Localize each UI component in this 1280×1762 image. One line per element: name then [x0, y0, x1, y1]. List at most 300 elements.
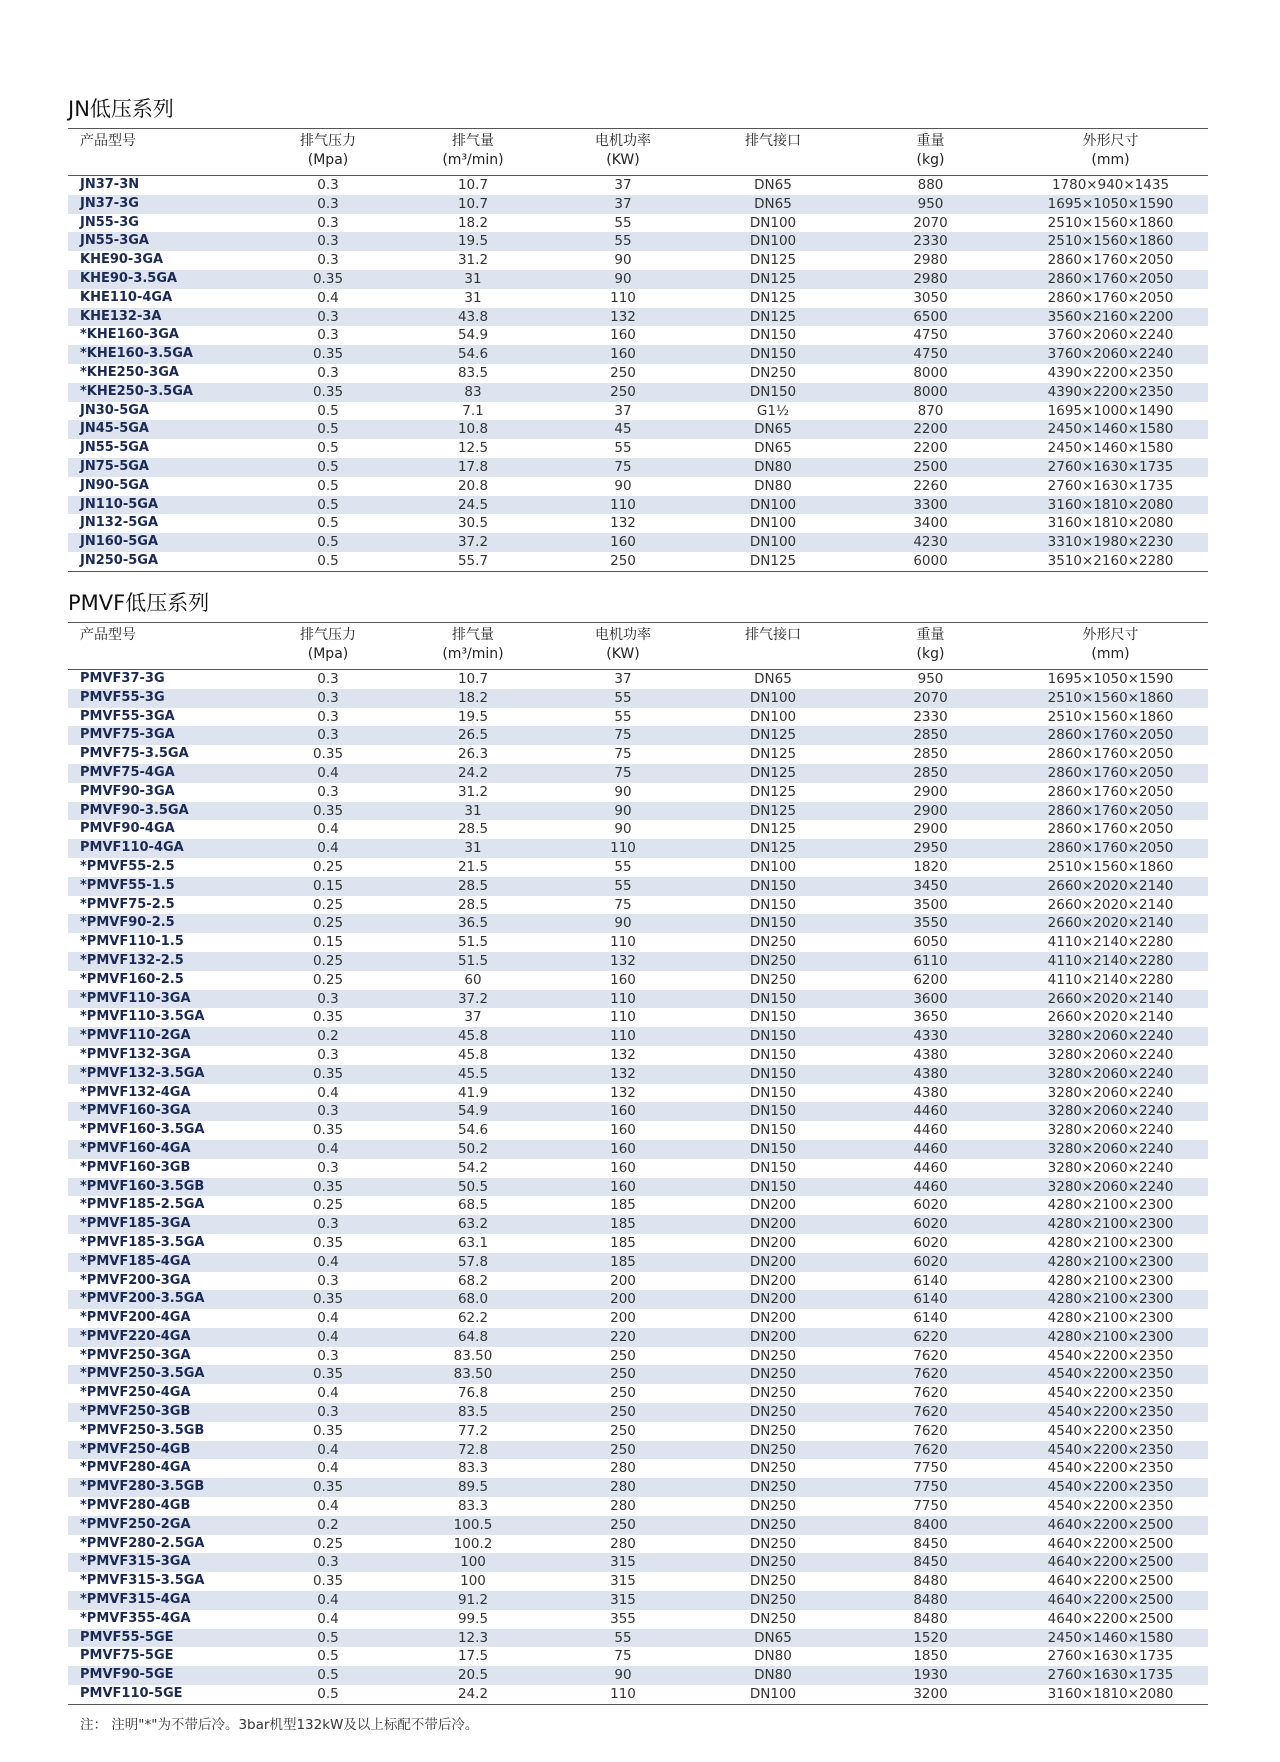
table-row — [68, 858, 1208, 877]
cell-weight: 6020 — [848, 1253, 1013, 1272]
cell-capacity: 54.9 — [457, 327, 489, 344]
cell-capacity: 60 — [464, 971, 482, 988]
cell-capacity: 37.2 — [398, 990, 548, 1009]
cell-capacity: 50.5 — [398, 1178, 548, 1197]
cell-capacity: 68.0 — [398, 1290, 548, 1309]
cell-power: 110 — [610, 1009, 636, 1026]
cell-weight: 4460 — [848, 1178, 1013, 1197]
cell-capacity: 18.2 — [398, 689, 548, 708]
cell-capacity: 55.7 — [457, 552, 489, 569]
cell-outlet: DN250 — [698, 1403, 848, 1422]
cell-dimensions: 2660×2020×2140 — [1013, 877, 1208, 896]
cell-power: 250 — [548, 1441, 698, 1460]
pmvf-spec-table — [68, 623, 1208, 1704]
cell-dimensions: 4540×2200×2350 — [1047, 1347, 1174, 1364]
cell-outlet: DN250 — [698, 1591, 848, 1610]
cell-dimensions: 1695×1000×1490 — [1047, 402, 1174, 419]
cell-model: PMVF75-5GE — [80, 1648, 174, 1664]
cell-capacity: 100.5 — [398, 1516, 548, 1535]
cell-weight: 4750 — [848, 345, 1013, 364]
table-row — [68, 877, 1208, 896]
cell-pressure: 0.4 — [317, 821, 339, 838]
column-header-model — [68, 129, 258, 176]
column-header-unit: (Mpa) — [307, 152, 349, 168]
cell-power: 110 — [548, 990, 698, 1009]
cell-outlet: DN65 — [698, 1629, 848, 1648]
cell-pressure: 0.5 — [317, 1686, 339, 1703]
jn-spec-table — [68, 129, 1208, 571]
cell-model: *PMVF250-4GB — [68, 1441, 258, 1460]
cell-outlet: DN125 — [698, 270, 848, 289]
cell-model: *PMVF110-3.5GA — [80, 1009, 205, 1025]
table-row — [68, 1666, 1208, 1685]
cell-model: *PMVF90-2.5 — [68, 914, 258, 933]
cell-power: 37 — [614, 177, 632, 193]
table-row — [68, 670, 1208, 689]
cell-dimensions: 4390×2200×2350 — [1013, 383, 1208, 402]
cell-pressure: 0.3 — [258, 1403, 398, 1422]
cell-weight: 8450 — [913, 1535, 948, 1552]
cell-pressure: 0.3 — [317, 1046, 339, 1063]
cell-capacity: 100 — [460, 1573, 486, 1590]
cell-capacity: 68.2 — [457, 1272, 489, 1289]
cell-power: 200 — [610, 1310, 636, 1327]
cell-pressure: 0.4 — [317, 1084, 339, 1101]
cell-outlet: DN80 — [754, 477, 792, 494]
cell-model: *PMVF55-2.5 — [80, 858, 175, 874]
cell-capacity: 51.5 — [457, 934, 489, 951]
cell-power: 250 — [610, 1347, 636, 1364]
cell-model: JN132-5GA — [80, 515, 159, 531]
cell-dimensions: 2860×1760×2050 — [1013, 839, 1208, 858]
column-header-label: 外形尺寸 — [1082, 133, 1139, 149]
cell-pressure: 0.4 — [317, 1460, 339, 1477]
cell-outlet: DN65 — [754, 671, 792, 687]
cell-pressure: 0.35 — [258, 1365, 398, 1384]
table-row — [68, 1178, 1208, 1197]
cell-outlet: DN150 — [698, 345, 848, 364]
column-header-unit: (m³/min) — [442, 646, 504, 662]
cell-pressure: 0.15 — [312, 934, 344, 951]
cell-dimensions: 2860×1760×2050 — [1013, 270, 1208, 289]
column-header-label: 排气接口 — [745, 133, 801, 149]
cell-pressure: 0.3 — [258, 1102, 398, 1121]
cell-power: 75 — [614, 896, 632, 913]
cell-power: 160 — [548, 345, 698, 364]
cell-power: 110 — [610, 934, 636, 951]
cell-pressure: 0.35 — [258, 1478, 398, 1497]
cell-model: JN37-3G — [68, 195, 258, 214]
cell-power: 110 — [610, 289, 636, 306]
cell-pressure: 0.3 — [317, 1159, 339, 1176]
cell-model: PMVF55-5GE — [68, 1629, 258, 1648]
cell-capacity: 26.5 — [398, 726, 548, 745]
cell-capacity: 20.5 — [398, 1666, 548, 1685]
cell-weight: 7620 — [848, 1365, 1013, 1384]
cell-model: PMVF75-4GA — [68, 764, 258, 783]
cell-pressure: 0.3 — [317, 1272, 339, 1289]
cell-capacity: 30.5 — [457, 515, 489, 532]
cell-power: 90 — [548, 914, 698, 933]
table-row — [68, 176, 1208, 195]
table-row — [68, 820, 1208, 839]
cell-capacity: 54.9 — [398, 1102, 548, 1121]
cell-power: 132 — [610, 1084, 636, 1101]
cell-power: 110 — [610, 1686, 636, 1703]
cell-pressure: 0.4 — [317, 1310, 339, 1327]
cell-weight: 7620 — [848, 1441, 1013, 1460]
cell-outlet: DN150 — [698, 1102, 848, 1121]
cell-weight: 4460 — [848, 1140, 1013, 1159]
cell-model: *KHE250-3GA — [80, 364, 179, 380]
cell-outlet: DN150 — [698, 877, 848, 896]
cell-model: KHE90-3GA — [80, 252, 164, 268]
cell-weight: 6020 — [913, 1197, 948, 1214]
cell-power: 132 — [610, 515, 636, 532]
cell-power: 55 — [548, 877, 698, 896]
cell-model: KHE110-4GA — [80, 289, 173, 305]
cell-outlet: DN100 — [749, 515, 797, 532]
cell-pressure: 0.3 — [258, 232, 398, 251]
table-row — [68, 1403, 1208, 1422]
cell-capacity: 83.50 — [398, 1365, 548, 1384]
cell-outlet: DN125 — [698, 764, 848, 783]
cell-model: *PMVF110-3GA — [68, 990, 258, 1009]
cell-weight: 7620 — [913, 1385, 948, 1402]
cell-model: *KHE250-3.5GA — [68, 383, 258, 402]
cell-model: *PMVF315-3.5GA — [80, 1573, 205, 1589]
cell-capacity: 24.5 — [398, 496, 548, 515]
cell-dimensions: 3280×2060×2240 — [1047, 1046, 1174, 1063]
cell-outlet: DN150 — [749, 327, 797, 344]
cell-model: PMVF37-3G — [80, 671, 165, 686]
table-row — [68, 1234, 1208, 1253]
table-row — [68, 533, 1208, 552]
cell-model: *PMVF250-2GA — [68, 1516, 258, 1535]
cell-outlet: DN250 — [749, 364, 797, 381]
cell-capacity: 31.2 — [457, 783, 489, 800]
cell-weight: 8450 — [848, 1553, 1013, 1572]
cell-power: 160 — [610, 1159, 636, 1176]
cell-pressure: 0.5 — [258, 1629, 398, 1648]
cell-power: 200 — [610, 1272, 636, 1289]
cell-capacity: 83.5 — [398, 1403, 548, 1422]
cell-pressure: 0.5 — [258, 496, 398, 515]
cell-capacity: 68.5 — [457, 1197, 489, 1214]
cell-capacity: 28.5 — [457, 821, 489, 838]
cell-pressure: 0.25 — [312, 858, 344, 875]
cell-pressure: 0.4 — [258, 1140, 398, 1159]
cell-power: 55 — [548, 689, 698, 708]
table-row — [68, 364, 1208, 383]
cell-dimensions: 2860×1760×2050 — [1013, 802, 1208, 821]
cell-outlet: DN150 — [749, 1122, 797, 1139]
cell-pressure: 0.3 — [258, 195, 398, 214]
jn-table-body — [68, 176, 1208, 571]
cell-dimensions: 2510×1560×1860 — [1047, 214, 1174, 231]
cell-model: *PMVF160-2.5 — [80, 971, 184, 987]
cell-outlet: DN250 — [749, 1347, 797, 1364]
cell-weight: 8480 — [913, 1573, 948, 1590]
cell-outlet: DN125 — [698, 802, 848, 821]
cell-weight: 950 — [848, 195, 1013, 214]
cell-model: *PMVF110-2GA — [68, 1027, 258, 1046]
cell-power: 185 — [548, 1215, 698, 1234]
table-row — [68, 1196, 1208, 1215]
cell-dimensions: 1695×1050×1590 — [1013, 195, 1208, 214]
cell-dimensions: 4540×2200×2350 — [1047, 1460, 1174, 1477]
cell-outlet: DN200 — [698, 1253, 848, 1272]
cell-power: 280 — [548, 1478, 698, 1497]
cell-power: 90 — [548, 1666, 698, 1685]
cell-weight: 4380 — [848, 1065, 1013, 1084]
cell-pressure: 0.2 — [258, 1516, 398, 1535]
cell-outlet: DN125 — [749, 252, 797, 269]
cell-model: *PMVF160-4GA — [68, 1140, 258, 1159]
cell-model: JN110-5GA — [68, 496, 258, 515]
cell-power: 132 — [610, 1046, 636, 1063]
table-row — [68, 933, 1208, 952]
cell-model: *PMVF132-4GA — [80, 1084, 191, 1100]
cell-model: *PMVF280-4GA — [80, 1460, 191, 1476]
cell-capacity: 31 — [398, 270, 548, 289]
cell-model: *PMVF160-3GB — [80, 1159, 191, 1175]
table-row — [68, 1553, 1208, 1572]
column-header-power — [548, 129, 698, 176]
cell-dimensions: 2860×1760×2050 — [1047, 746, 1174, 763]
cell-pressure: 0.4 — [317, 1385, 339, 1402]
cell-capacity: 83.5 — [457, 364, 489, 381]
cell-capacity: 43.8 — [398, 308, 548, 327]
cell-power: 75 — [548, 458, 698, 477]
cell-weight: 3550 — [848, 914, 1013, 933]
cell-pressure: 0.4 — [258, 1253, 398, 1272]
table-row — [68, 914, 1208, 933]
cell-capacity: 45.5 — [398, 1065, 548, 1084]
cell-outlet: DN200 — [698, 1290, 848, 1309]
cell-outlet: DN125 — [749, 821, 797, 838]
cell-capacity: 76.8 — [457, 1385, 489, 1402]
table-row — [68, 477, 1208, 496]
cell-dimensions: 2760×1630×1735 — [1013, 458, 1208, 477]
cell-weight: 7620 — [848, 1403, 1013, 1422]
cell-capacity: 83.50 — [453, 1347, 493, 1364]
cell-model: *PMVF250-3.5GA — [68, 1365, 258, 1384]
cell-power: 250 — [610, 552, 636, 569]
cell-power: 250 — [548, 1516, 698, 1535]
cell-model: *KHE160-3GA — [80, 327, 179, 343]
cell-weight: 2900 — [848, 802, 1013, 821]
cell-capacity: 10.7 — [398, 195, 548, 214]
cell-pressure: 0.25 — [312, 971, 344, 988]
cell-pressure: 0.35 — [312, 1122, 344, 1139]
cell-weight: 8400 — [848, 1516, 1013, 1535]
cell-capacity: 51.5 — [398, 952, 548, 971]
cell-power: 37 — [548, 195, 698, 214]
cell-dimensions: 3280×2060×2240 — [1047, 1122, 1174, 1139]
cell-pressure: 0.5 — [258, 420, 398, 439]
cell-pressure: 0.4 — [258, 839, 398, 858]
cell-pressure: 0.3 — [317, 671, 339, 687]
table-row — [68, 726, 1208, 745]
table-row — [68, 764, 1208, 783]
column-header-model — [68, 623, 258, 670]
cell-model: *PMVF250-3GB — [68, 1403, 258, 1422]
cell-power: 250 — [610, 1385, 636, 1402]
cell-dimensions: 3510×2160×2280 — [1047, 552, 1174, 569]
cell-outlet: DN125 — [749, 552, 797, 569]
cell-model: *PMVF220-4GA — [68, 1328, 258, 1347]
cell-outlet: DN250 — [749, 971, 797, 988]
cell-capacity: 12.5 — [457, 440, 489, 457]
cell-capacity: 37.2 — [398, 533, 548, 552]
cell-pressure: 0.35 — [258, 345, 398, 364]
cell-dimensions: 4280×2100×2300 — [1013, 1290, 1208, 1309]
cell-dimensions: 2510×1560×1860 — [1047, 708, 1174, 725]
cell-outlet: DN250 — [749, 1535, 797, 1552]
cell-weight: 4460 — [913, 1159, 948, 1176]
cell-dimensions: 4110×2140×2280 — [1047, 971, 1174, 988]
cell-model: *PMVF132-3.5GA — [68, 1065, 258, 1084]
table-row — [68, 1591, 1208, 1610]
cell-capacity: 77.2 — [457, 1422, 489, 1439]
cell-power: 220 — [548, 1328, 698, 1347]
cell-dimensions: 4540×2200×2350 — [1047, 1498, 1174, 1515]
column-header-unit: (kg) — [916, 646, 945, 662]
cell-pressure: 0.35 — [258, 1290, 398, 1309]
table-row — [68, 514, 1208, 533]
cell-model: *PMVF250-4GA — [80, 1385, 191, 1401]
cell-power: 185 — [610, 1234, 636, 1251]
cell-outlet: DN100 — [749, 1686, 797, 1703]
cell-capacity: 63.2 — [398, 1215, 548, 1234]
table-row — [68, 1610, 1208, 1629]
cell-model: PMVF90-3GA — [80, 783, 175, 799]
cell-pressure: 0.5 — [317, 1648, 339, 1665]
cell-dimensions: 2450×1460×1580 — [1047, 440, 1174, 457]
table-row — [68, 1046, 1208, 1065]
cell-pressure: 0.4 — [317, 1610, 339, 1627]
cell-power: 250 — [610, 364, 636, 381]
cell-model: PMVF75-3GA — [68, 726, 258, 745]
cell-weight: 2070 — [848, 689, 1013, 708]
cell-model: *PMVF75-2.5 — [80, 896, 175, 912]
cell-capacity: 100 — [398, 1553, 548, 1572]
cell-model: JN160-5GA — [68, 533, 258, 552]
column-header-label: 重量 — [916, 133, 945, 149]
cell-weight: 7620 — [913, 1347, 948, 1364]
cell-outlet: DN125 — [698, 726, 848, 745]
cell-capacity: 54.2 — [457, 1159, 489, 1176]
column-header-label: 产品型号 — [80, 133, 136, 149]
cell-power: 160 — [548, 1140, 698, 1159]
cell-capacity: 99.5 — [457, 1610, 489, 1627]
table-row — [68, 1535, 1208, 1554]
table-row — [68, 952, 1208, 971]
column-header-dimensions — [1013, 129, 1208, 176]
cell-pressure: 0.5 — [317, 477, 339, 494]
pmvf-section-title: PMVF低压系列 — [68, 591, 210, 615]
cell-dimensions: 3280×2060×2240 — [1047, 1159, 1174, 1176]
cell-dimensions: 4540×2200×2350 — [1013, 1403, 1208, 1422]
cell-dimensions: 4640×2200×2500 — [1047, 1535, 1174, 1552]
cell-power: 280 — [610, 1498, 636, 1515]
cell-pressure: 0.3 — [317, 708, 339, 725]
cell-dimensions: 4280×2100×2300 — [1047, 1234, 1174, 1251]
cell-dimensions: 3760×2060×2240 — [1047, 327, 1174, 344]
cell-pressure: 0.5 — [258, 1666, 398, 1685]
cell-dimensions: 4640×2200×2500 — [1013, 1516, 1208, 1535]
cell-model: *PMVF200-4GA — [80, 1310, 191, 1326]
table-row — [68, 971, 1208, 990]
cell-weight: 1520 — [848, 1629, 1013, 1648]
column-header-weight — [848, 623, 1013, 670]
column-header-pressure — [258, 623, 398, 670]
cell-power: 185 — [610, 1197, 636, 1214]
column-header-label: 排气量 — [452, 627, 494, 643]
cell-model: JN55-3G — [80, 214, 139, 230]
cell-capacity: 17.5 — [457, 1648, 489, 1665]
cell-weight: 2200 — [848, 420, 1013, 439]
table-row — [68, 783, 1208, 802]
cell-model: *PMVF185-3GA — [68, 1215, 258, 1234]
cell-model: *PMVF200-3.5GA — [68, 1290, 258, 1309]
column-header-label: 排气压力 — [300, 627, 356, 643]
cell-capacity: 19.5 — [457, 708, 489, 725]
jn-table-header — [68, 129, 1208, 176]
cell-dimensions: 2510×1560×1860 — [1013, 689, 1208, 708]
cell-outlet: DN250 — [749, 1610, 797, 1627]
table-row — [68, 1272, 1208, 1291]
cell-capacity: 50.2 — [398, 1140, 548, 1159]
cell-outlet: DN100 — [749, 214, 797, 231]
cell-power: 90 — [614, 252, 632, 269]
cell-power: 55 — [614, 214, 632, 231]
cell-weight: 1930 — [848, 1666, 1013, 1685]
cell-dimensions: 3280×2060×2240 — [1013, 1027, 1208, 1046]
cell-weight: 3050 — [913, 289, 948, 306]
cell-dimensions: 3280×2060×2240 — [1013, 1102, 1208, 1121]
column-header-dimensions — [1013, 623, 1208, 670]
cell-power: 160 — [548, 533, 698, 552]
cell-power: 160 — [610, 327, 636, 344]
cell-capacity: 20.8 — [457, 477, 489, 494]
table-row — [68, 1572, 1208, 1591]
table-row — [68, 708, 1208, 727]
cell-weight: 4750 — [913, 327, 948, 344]
cell-power: 75 — [614, 746, 632, 763]
cell-pressure: 0.5 — [317, 440, 339, 457]
cell-pressure: 0.15 — [258, 877, 398, 896]
table-row — [68, 383, 1208, 402]
column-header-label: 重量 — [916, 627, 945, 643]
cell-outlet: DN250 — [749, 934, 797, 951]
cell-capacity: 10.7 — [457, 671, 489, 687]
cell-power: 110 — [548, 1027, 698, 1046]
cell-outlet: DN125 — [749, 746, 797, 763]
cell-outlet: DN250 — [749, 1422, 797, 1439]
column-header-outlet — [698, 129, 848, 176]
cell-weight: 2950 — [848, 839, 1013, 858]
cell-weight: 2900 — [913, 783, 948, 800]
cell-model: PMVF110-5GE — [80, 1686, 183, 1702]
cell-power: 160 — [548, 1102, 698, 1121]
cell-capacity: 91.2 — [398, 1591, 548, 1610]
cell-capacity: 7.1 — [462, 402, 484, 419]
cell-weight: 2850 — [848, 726, 1013, 745]
cell-weight: 2330 — [913, 708, 948, 725]
cell-outlet: DN150 — [749, 1159, 797, 1176]
